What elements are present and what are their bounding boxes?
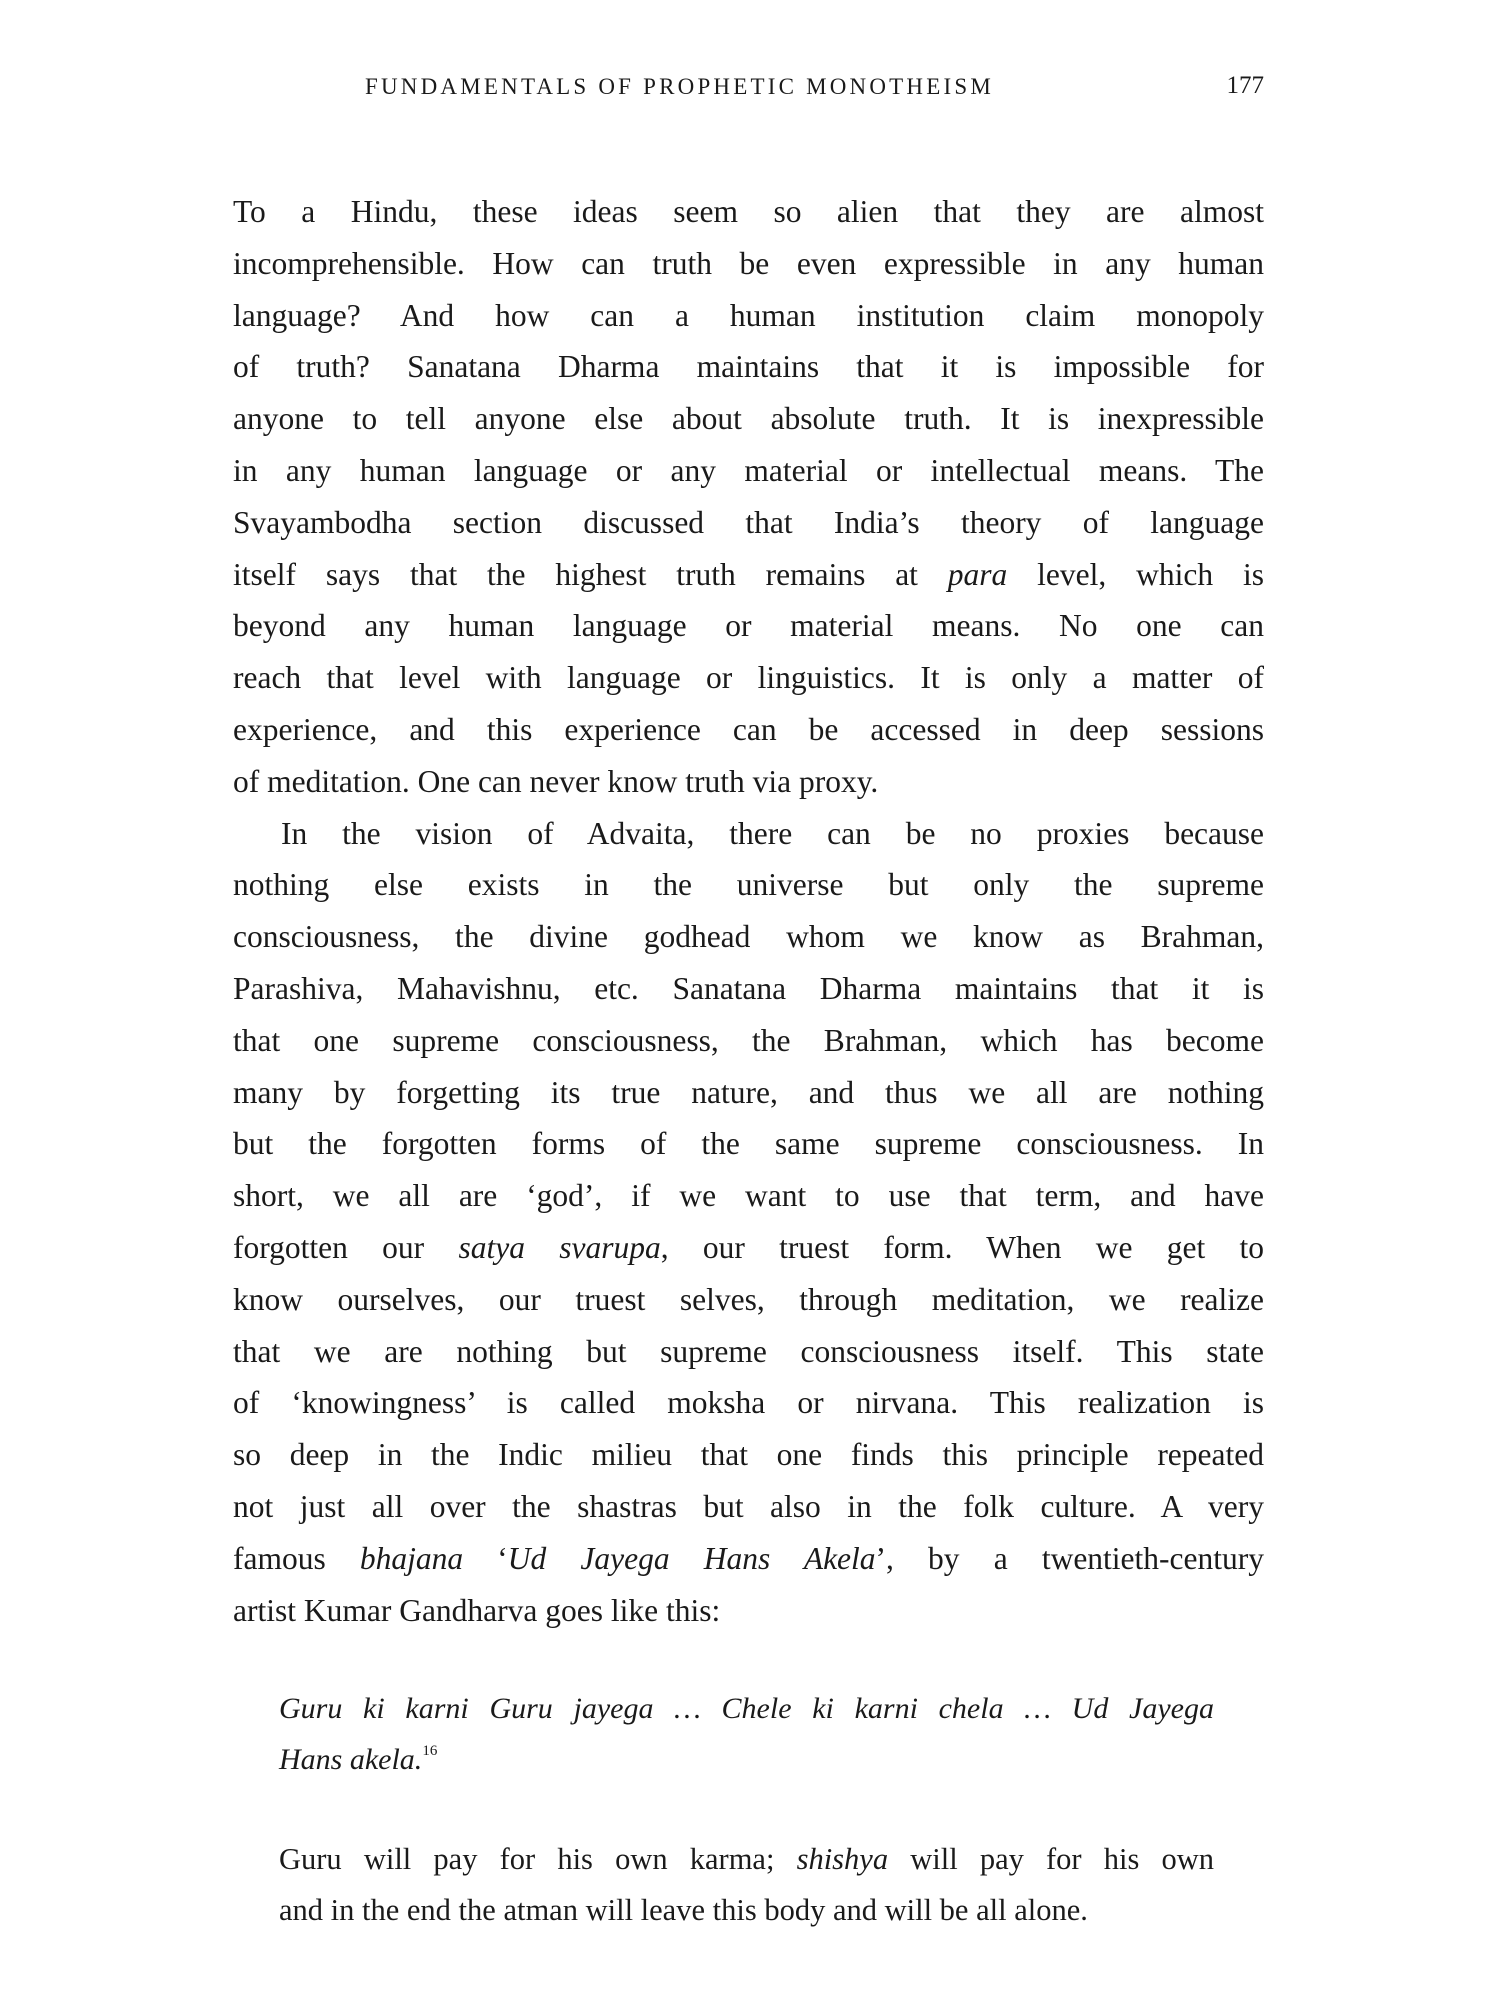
text-segment: but the forgotten forms of the same supreme consciousness. In — [233, 1126, 1264, 1162]
text-line — [233, 1533, 1264, 1585]
text-segment: consciousness, the divine godhead whom we know as Brahman, — [233, 919, 1264, 955]
text-segment: Svayambodha section discussed that India’s theory of language — [233, 504, 1264, 540]
block-quote — [279, 1683, 1214, 1785]
text-line — [233, 1118, 1264, 1170]
text-segment: ’, by a twentieth-century — [875, 1540, 1264, 1576]
italic-text: para — [947, 556, 1008, 592]
text-line — [279, 1834, 1214, 1885]
text-line — [233, 1377, 1264, 1429]
text-line — [233, 1222, 1264, 1274]
body-text — [233, 186, 1264, 1636]
text-segment: not just all over the shastras but also in the folk culture. A very — [233, 1488, 1264, 1524]
text-segment: Parashiva, Mahavishnu, etc. Sanatana Dharma maintains that it is — [233, 970, 1264, 1006]
text-line — [233, 756, 1264, 808]
text-segment: many by forgetting its true nature, and thus we all are nothing — [233, 1074, 1264, 1110]
text-line — [233, 445, 1264, 497]
text-segment: of meditation. One can never know truth via proxy. — [233, 763, 879, 799]
page-number: 177 — [1226, 72, 1264, 99]
translation — [279, 1834, 1214, 1936]
text-line — [233, 808, 1264, 860]
text-segment: know ourselves, our truest selves, through meditation, we realize — [233, 1281, 1264, 1317]
text-line — [233, 1274, 1264, 1326]
text-line — [233, 549, 1264, 601]
text-segment: ‘ — [463, 1540, 508, 1576]
text-line — [233, 1429, 1264, 1481]
text-segment: of ‘knowingness’ is called moksha or nirvana. This realization is — [233, 1385, 1264, 1421]
text-line — [233, 1170, 1264, 1222]
text-line — [233, 1067, 1264, 1119]
text-segment: will pay for his own — [888, 1842, 1215, 1876]
italic-text: shishya — [796, 1842, 889, 1876]
text-line — [233, 1585, 1264, 1637]
text-line — [233, 1015, 1264, 1067]
text-segment: experience, and this experience can be accessed in deep sessions — [233, 711, 1264, 747]
footnote-ref[interactable]: 16 — [422, 1743, 438, 1759]
text-segment: artist Kumar Gandharva goes like this: — [233, 1592, 721, 1628]
text-segment: reach that level with language or linguistics. It is only a matter of — [233, 660, 1264, 696]
text-segment: of truth? Sanatana Dharma maintains that it is impossible for — [233, 349, 1264, 385]
text-segment: itself says that the highest truth remains at — [233, 556, 948, 592]
text-segment: nothing else exists in the universe but only the supreme — [233, 867, 1264, 903]
text-line — [279, 1885, 1214, 1936]
text-segment: beyond any human language or material means. No one can — [233, 608, 1264, 644]
text-line — [233, 963, 1264, 1015]
text-line — [233, 652, 1264, 704]
quote-line: Guru ki karni Guru jayega … Chele ki karni chela … Ud Jayega — [279, 1692, 1214, 1725]
text-segment: in any human language or any material or intellectual means. The — [233, 452, 1264, 488]
quote-text: Hans akela. — [279, 1743, 423, 1776]
text-line — [233, 393, 1264, 445]
text-segment: that one supreme consciousness, the Brahman, which has become — [233, 1022, 1264, 1058]
running-head: FUNDAMENTALS OF PROPHETIC MONOTHEISM — [365, 74, 994, 99]
text-segment: and in the end the atman will leave this body and will be all alone. — [279, 1893, 1088, 1927]
quote-line — [279, 1734, 1214, 1785]
text-segment: short, we all are ‘god’, if we want to use that term, and have — [233, 1178, 1264, 1214]
text-line — [233, 186, 1264, 238]
italic-text: bhajana — [359, 1540, 464, 1576]
text-segment: that we are nothing but supreme consciousness itself. This state — [233, 1333, 1264, 1369]
text-segment: Guru will pay for his own karma; — [279, 1842, 797, 1876]
text-segment: incomprehensible. How can truth be even expressible in any human — [233, 245, 1264, 281]
text-line — [233, 1326, 1264, 1378]
italic-text: satya svarupa — [458, 1229, 661, 1265]
text-segment: forgotten our — [233, 1229, 459, 1265]
text-segment: To a Hindu, these ideas seem so alien that they are almost — [233, 194, 1264, 229]
text-segment: , our truest form. When we get to — [660, 1229, 1265, 1265]
italic-text: Ud Jayega Hans Akela — [507, 1540, 876, 1576]
text-segment: language? And how can a human institution claim monopoly — [233, 297, 1264, 333]
text-line — [233, 341, 1264, 393]
text-line — [233, 290, 1264, 342]
text-segment: so deep in the Indic milieu that one finds this principle repeated — [233, 1437, 1264, 1473]
text-line — [233, 238, 1264, 290]
text-segment: level, which is — [1007, 556, 1264, 592]
text-line — [233, 704, 1264, 756]
text-line — [233, 911, 1264, 963]
text-line — [233, 600, 1264, 652]
text-line — [233, 1481, 1264, 1533]
text-segment: anyone to tell anyone else about absolute truth. It is inexpressible — [233, 401, 1264, 437]
text-line — [233, 497, 1264, 549]
text-line — [233, 859, 1264, 911]
text-segment: In the vision of Advaita, there can be no proxies because — [281, 815, 1264, 851]
text-segment: famous — [233, 1540, 360, 1576]
